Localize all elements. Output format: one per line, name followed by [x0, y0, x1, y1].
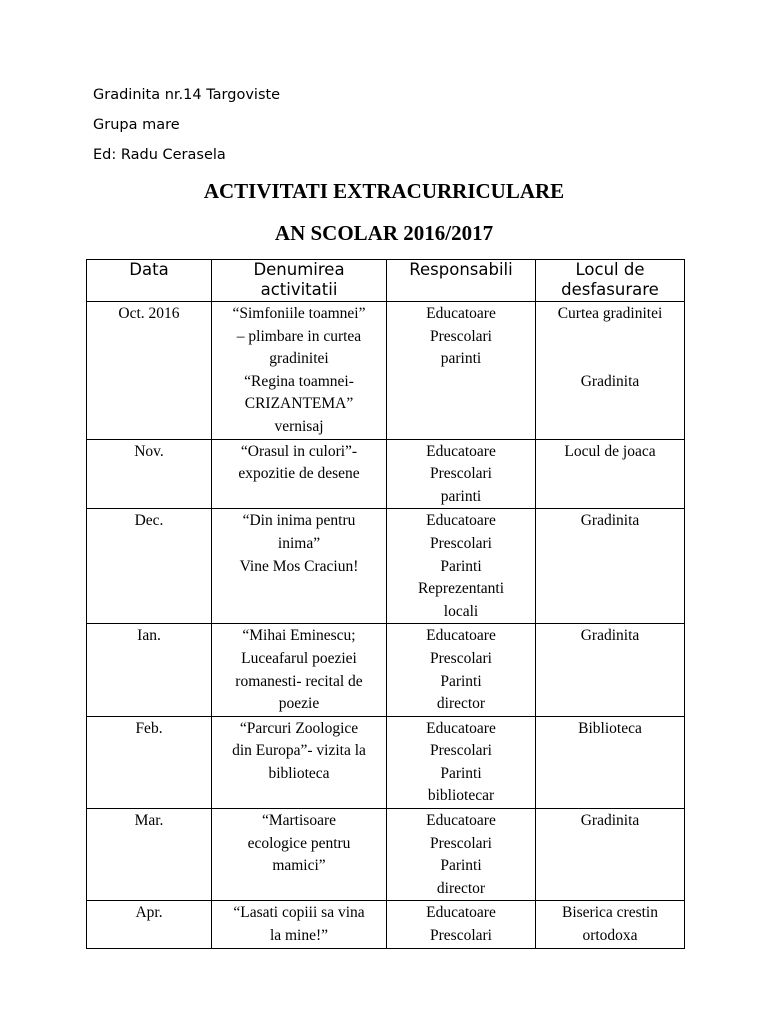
cell-text: bibliotecar: [427, 787, 495, 805]
cell-activity: [212, 509, 387, 624]
cell-text: Educatoare: [426, 719, 496, 737]
table-row: [87, 509, 685, 624]
cell-responsible: [387, 302, 536, 440]
header-activity-line-1: Denumirea: [253, 260, 345, 279]
cell-text: “Din inima pentru: [242, 512, 356, 530]
cell-location: [536, 439, 685, 509]
cell-text: Educatoare: [426, 812, 496, 830]
cell-text: Prescolari: [430, 534, 492, 552]
cell-text: parinti: [440, 487, 482, 505]
cell-text: biblioteca: [268, 764, 330, 782]
cell-text: Nov.: [134, 442, 164, 460]
cell-text: Parinti: [440, 764, 482, 782]
cell-text: Educatoare: [426, 305, 496, 322]
cell-text: Ian.: [137, 627, 161, 645]
cell-text: poezie: [278, 695, 320, 713]
header-responsible: [387, 260, 536, 302]
cell-date: [87, 624, 212, 716]
cell-date: [87, 809, 212, 901]
cell-text: – plimbare in curtea: [236, 327, 362, 345]
cell-activity: [212, 439, 387, 509]
cell-text: Gradinita: [580, 812, 640, 830]
cell-activity: [212, 901, 387, 948]
cell-text: Educatoare: [426, 904, 496, 922]
header-date-label: Data: [129, 260, 169, 279]
cell-responsible: [387, 809, 536, 901]
table-row: [87, 439, 685, 509]
cell-text: Prescolari: [430, 834, 492, 852]
cell-text: “Regina toamnei-: [244, 372, 354, 390]
cell-text: Educatoare: [426, 627, 496, 645]
table-row: [87, 302, 685, 440]
table-row: [87, 901, 685, 948]
cell-text: Mar.: [134, 812, 164, 830]
cell-activity: [212, 716, 387, 808]
cell-text: Gradinita: [580, 372, 640, 390]
table-row: [87, 716, 685, 808]
cell-text: Locul de joaca: [564, 442, 656, 460]
header-responsible-label: Responsabili: [409, 260, 513, 279]
header-date: [87, 260, 212, 302]
cell-text: Gradinita: [580, 627, 640, 645]
cell-date: [87, 901, 212, 948]
cell-text: Biserica crestin: [562, 904, 658, 922]
cell-activity: [212, 809, 387, 901]
cell-location: [536, 901, 685, 948]
cell-text: parinti: [440, 350, 482, 368]
header-activity-line-2: activitatii: [260, 280, 338, 299]
cell-responsible: [387, 901, 536, 948]
cell-text: “Parcuri Zoologice: [239, 719, 359, 737]
cell-text: Apr.: [135, 904, 163, 922]
cell-location: [536, 509, 685, 624]
cell-date: [87, 509, 212, 624]
cell-responsible: [387, 509, 536, 624]
cell-text: Vine Mos Craciun!: [239, 557, 359, 575]
cell-text: ecologice pentru: [247, 834, 351, 852]
cell-date: [87, 716, 212, 808]
cell-location: [536, 302, 685, 440]
cell-text: Reprezentanti: [417, 580, 505, 598]
cell-text: Prescolari: [430, 742, 492, 760]
cell-text: Parinti: [440, 557, 482, 575]
cell-text: inima”: [277, 534, 321, 552]
cell-responsible: [387, 716, 536, 808]
header-location-line-1: Locul de: [575, 260, 645, 279]
cell-text: Parinti: [440, 672, 482, 690]
cell-text: Curtea gradinitei: [557, 305, 663, 322]
cell-text: la mine!”: [269, 927, 329, 945]
cell-text: Prescolari: [430, 465, 492, 483]
cell-text: locali: [443, 602, 479, 620]
cell-text: Gradinita: [580, 512, 640, 530]
cell-text: Luceafarul poeziei: [241, 649, 357, 667]
cell-responsible: [387, 439, 536, 509]
group-name: Grupa mare: [93, 117, 180, 133]
cell-text: CRIZANTEMA”: [244, 395, 354, 413]
cell-location: [536, 716, 685, 808]
kindergarten-name: Gradinita nr.14 Targoviste: [93, 87, 281, 103]
activities-table: [86, 259, 685, 949]
document-title: ACTIVITATI EXTRACURRICULARE: [203, 179, 565, 203]
cell-text: Prescolari: [430, 927, 492, 945]
cell-text: mamici”: [272, 857, 326, 875]
cell-text: Prescolari: [430, 649, 492, 667]
header-location-line-2: desfasurare: [561, 280, 659, 299]
cell-text: “Mihai Eminescu;: [242, 627, 356, 645]
cell-activity: [212, 302, 387, 440]
cell-text: director: [436, 879, 486, 897]
cell-text: expozitie de desene: [238, 465, 360, 483]
educator-name: Ed: Radu Cerasela: [93, 147, 226, 163]
cell-location: [536, 809, 685, 901]
cell-text: Feb.: [135, 719, 163, 737]
cell-text: “Simfoniile toamnei”: [232, 305, 366, 322]
cell-text: “Orasul in culori”-: [240, 442, 358, 460]
cell-text: gradinitei: [269, 350, 329, 368]
cell-text: “Lasati copiii sa vina: [233, 904, 365, 922]
cell-text: Educatoare: [426, 442, 496, 460]
cell-text: Parinti: [440, 857, 482, 875]
cell-responsible: [387, 624, 536, 716]
table-row: [87, 809, 685, 901]
cell-text: Dec.: [134, 512, 164, 530]
cell-text: romanesti- recital de: [235, 672, 363, 690]
school-year-title: AN SCOLAR 2016/2017: [274, 221, 494, 245]
cell-activity: [212, 624, 387, 716]
cell-date: [87, 439, 212, 509]
cell-text: vernisaj: [274, 417, 324, 435]
cell-text: din Europa”- vizita la: [232, 742, 366, 760]
cell-text: Biblioteca: [578, 719, 642, 737]
cell-text: director: [436, 695, 486, 713]
cell-text: Educatoare: [426, 512, 496, 530]
table-row: [87, 624, 685, 716]
header-activity: [212, 260, 387, 302]
cell-spacer: [539, 326, 681, 371]
cell-text: ortodoxa: [582, 927, 638, 945]
header-location: [536, 260, 685, 302]
cell-date: [87, 302, 212, 440]
cell-text: Oct. 2016: [118, 305, 180, 322]
cell-text: “Martisoare: [261, 812, 337, 830]
table-header-row: [87, 260, 685, 302]
cell-location: [536, 624, 685, 716]
cell-text: Prescolari: [430, 327, 492, 345]
